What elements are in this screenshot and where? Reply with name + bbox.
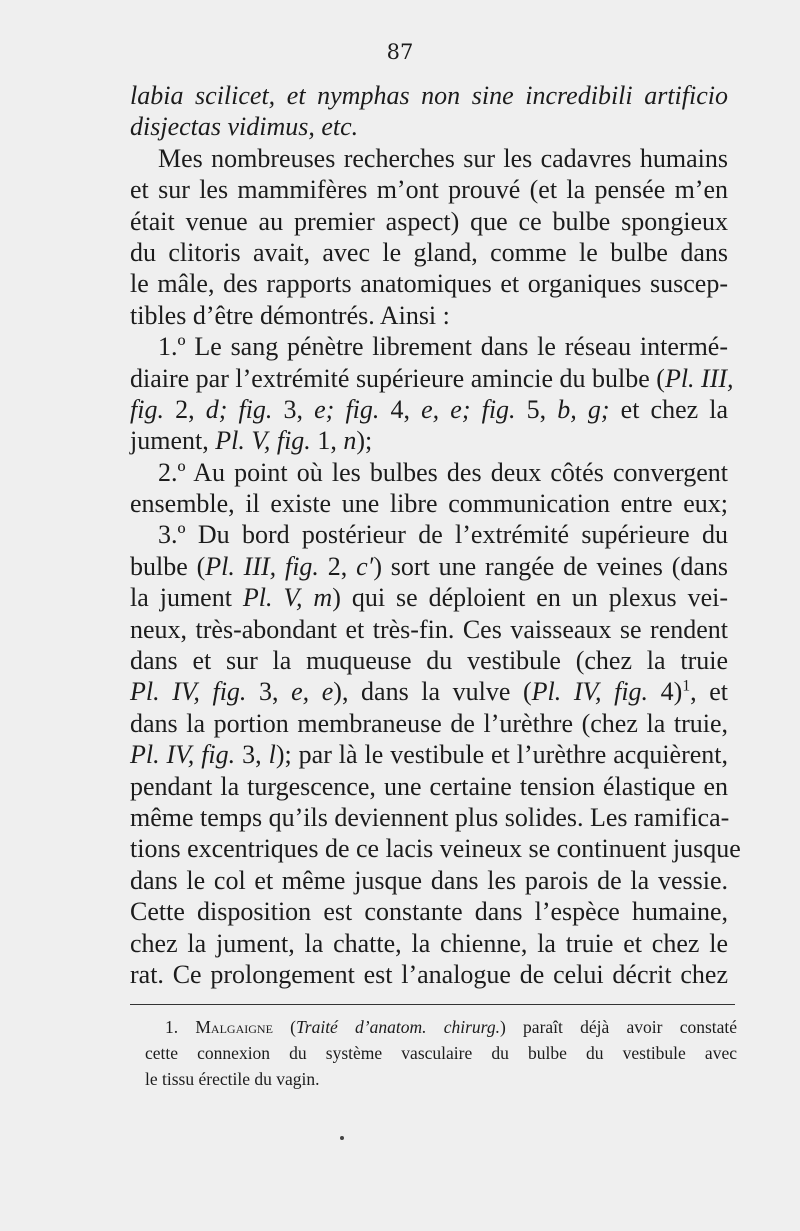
text-line: chez la jument, la chatte, la chienne, la truie et chez le: [130, 928, 728, 958]
text-line: bulbe (Pl. III, fig. 2, c′) sort une rangée de veines (dans: [130, 551, 729, 581]
text-line: labia scilicet, et nymphas non sine incredibili artificio: [130, 81, 728, 110]
page-number: 87: [386, 40, 414, 64]
text-line: diaire par l’extrémité supérieure amincie du bulbe (Pl. III,: [130, 363, 734, 393]
text-line: 2.º Au point où les bulbes des deux côtés convergent: [158, 457, 728, 487]
text-line: tions excentriques de ce lacis veineux se continuent jusque: [130, 834, 741, 864]
text-line: et sur les mammifères m’ont prouvé (et la pensée m’en: [130, 175, 728, 205]
text-line: Cette disposition est constante dans l’espèce humaine,: [130, 897, 728, 927]
footnote-divider: [130, 1004, 735, 1005]
text-line: dans et sur la muqueuse du vestibule (chez la truie: [130, 646, 728, 676]
text-line: neux, très-abondant et très-fin. Ces vaisseaux se rendent: [130, 614, 728, 644]
body-text: [130, 80, 741, 990]
text-line: tibles d’être démontrés. Ainsi :: [130, 300, 450, 330]
text-line: rat. Ce prolongement est l’analogue de celui décrit chez: [130, 959, 728, 989]
text-line: dans la portion membraneuse de l’urèthre (chez la truie,: [130, 708, 728, 738]
text-line: même temps qu’ils deviennent plus solides. Les ramifica-: [130, 802, 730, 832]
text-line: 3.º Du bord postérieur de l’extrémité supérieure du: [158, 520, 728, 550]
footnote-line: cette connexion du système vasculaire du bulbe du vestibule avec: [145, 1043, 737, 1063]
text-line: disjectas vidimus, etc.: [130, 112, 359, 142]
text-line: Mes nombreuses recherches sur les cadavres humains: [158, 143, 728, 173]
text-line: ensemble, il existe une libre communication entre eux;: [130, 489, 728, 519]
text-line: fig. 2, d; fig. 3, e; fig. 4, e, e; fig. 5, b, g; et chez la: [130, 394, 729, 424]
footnote-ref: 1: [682, 677, 691, 695]
text-line: pendant la turgescence, une certaine tension élastique en: [130, 771, 728, 801]
footnote-line: 1. Malgaigne (Traité d’anatom. chirurg.) paraît déjà avoir constaté: [165, 1017, 738, 1037]
text-line: Pl. IV, fig. 3, e, e), dans la vulve (Pl. IV, fig. 4)$^1$, et: [130, 677, 728, 707]
footnote: [145, 1014, 737, 1092]
text-line: le mâle, des rapports anatomiques et organiques suscep-: [130, 269, 728, 299]
text-line: dans le col et même jusque dans les parois de la vessie.: [130, 865, 728, 895]
text-line: la jument Pl. V, m) qui se déploient en un plexus vei-: [130, 583, 729, 613]
text-line: était venue au premier aspect) que ce bulbe spongieux: [130, 206, 728, 236]
text-line: jument, Pl. V, fig. 1, n);: [130, 426, 373, 456]
text-line: Pl. IV, fig. 3, l); par là le vestibule et l’urèthre acquièrent,: [130, 740, 729, 770]
footnote-line: le tissu érectile du vagin.: [145, 1069, 320, 1089]
print-speck: [340, 1136, 344, 1140]
text-line: du clitoris avait, avec le gland, comme le bulbe dans: [130, 237, 728, 267]
text-line: 1.º Le sang pénètre librement dans le réseau intermé-: [158, 332, 728, 362]
